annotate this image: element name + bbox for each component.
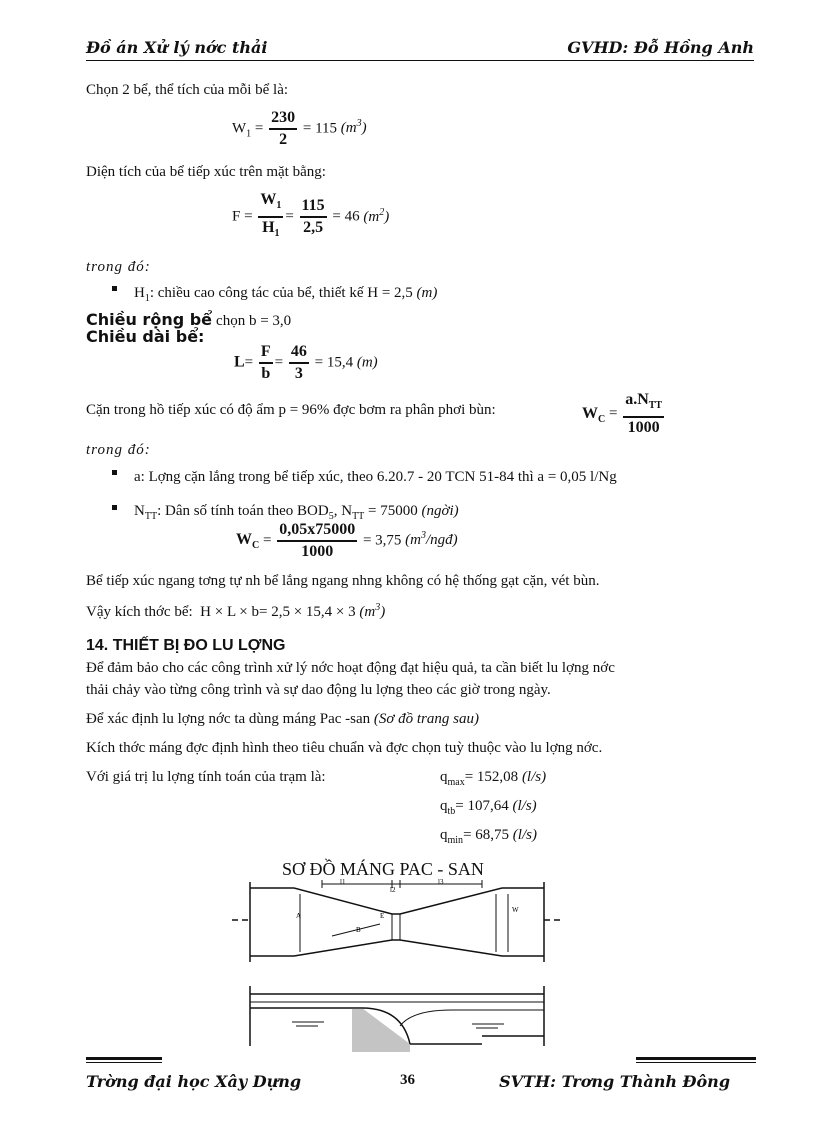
label-l3: l3 xyxy=(438,878,444,886)
equation-f: F = $\frac{W_1}{H_1}$ = $\frac{115}{2,5}$ = 46 $(m^2)$ xyxy=(232,191,390,240)
label-e: E xyxy=(380,912,385,920)
bullet-ntt: $N_{TT}$: Dân số tính toán theo $BOD_5$, $N_{TT} = 75000$ (ngời) xyxy=(134,503,459,522)
bullet-marker xyxy=(112,470,117,475)
q-max: $q_{max}= 152,08$ (l/s) xyxy=(440,769,547,788)
footer-rule-left xyxy=(86,1057,162,1060)
para-kich-thuoc-be: Vậy kích thớc bể: H × L × b= 2,5 × 15,4 × 3 $(m^3)$ xyxy=(86,602,386,620)
parshall-flume-diagram xyxy=(232,874,562,1056)
para-de-dam-bao-1: Để đảm bảo cho các công trình xử lý nớc hoạt động đạt hiệu quả, ta cần biết lu lợng nớc xyxy=(86,660,615,676)
label-b: B xyxy=(356,926,361,934)
para-can-trong-ho: Cặn trong hồ tiếp xúc có độ ẩm p = 96% đợc bơm ra phân phơi bùn: xyxy=(86,402,496,418)
para-kich-thuoc-mang: Kích thớc máng đợc định hình theo tiêu chuẩn và đợc chọn tuỳ thuộc vào lu lợng nớc. xyxy=(86,740,603,756)
trong-do-label-2: trong đó: xyxy=(86,442,151,458)
chieu-rong-line: Chiều rộng bể chọn b = 3,0 xyxy=(86,310,292,329)
header-right: GVHD: Đỗ Hồng Anh xyxy=(567,38,754,57)
para-de-dam-bao-2: thải chảy vào từng công trình và sự dao động lu lợng theo các giờ trong ngày. xyxy=(86,682,551,698)
eq1-unit: $(m^3)$ xyxy=(340,118,367,137)
equation-wc: $W_C$ = $\frac{a.N_{TT}}{1000}$ xyxy=(582,391,663,437)
para-dien-tich: Diện tích của bể tiếp xúc trên mặt bằng: xyxy=(86,164,326,180)
equation-l: L= $\frac{F}{b}$ = $\frac{46}{3}$ = 15,4 (m) xyxy=(234,343,378,382)
q-tb: $q_{tb}= 107,64$ (l/s) xyxy=(440,798,537,817)
bullet-a: a: Lợng cặn lắng trong bể tiếp xúc, theo 6.20.7 - 20 TCN 51-84 thì a = 0,05 l/Ng xyxy=(134,469,617,485)
section-title: 14. THIẾT BỊ ĐO LU LỢNG xyxy=(86,637,286,654)
header-rule xyxy=(86,60,754,61)
header-left: Đồ án Xử lý nớc thải xyxy=(86,38,268,57)
label-w: W xyxy=(512,906,519,914)
label-a: A xyxy=(296,912,302,920)
trong-do-label-1: trong đó: xyxy=(86,259,151,275)
eq1-lhs: W xyxy=(232,120,247,137)
page-number: 36 xyxy=(400,1072,415,1088)
equation-wc-value: $W_C$ = $\frac{0,05x75000}{1000}$ = 3,75 $(m^3/ngđ)$ xyxy=(236,521,458,560)
para-voi-gia-tri: Với giá trị lu lợng tính toán của trạm là: xyxy=(86,769,326,785)
footer-rule-right-thin xyxy=(636,1062,756,1063)
bullet-marker xyxy=(112,286,117,291)
eq1-result: = 115 xyxy=(302,120,338,137)
eq1-den: 2 xyxy=(279,131,288,148)
diagram-title: SƠ ĐỒ MÁNG PAC - SAN xyxy=(282,859,484,879)
bullet-h1: $H_1$: chiều cao công tác của bể, thiết kế H = 2,5 (m) xyxy=(134,285,438,304)
footer-rule-left-thin xyxy=(86,1062,162,1063)
bullet-marker xyxy=(112,505,117,510)
para-chon-2-be: Chọn 2 bể, thể tích của mỗi bể là: xyxy=(86,82,289,98)
eq1-num: 230 xyxy=(269,108,297,130)
eq2-lhs: F = xyxy=(232,208,253,225)
para-be-tiep-xuc: Bể tiếp xúc ngang tơng tự nh bể lắng ngang nhng không có hệ thống gạt cặn, vét bùn. xyxy=(86,573,600,589)
q-min: $q_{min}= 68,75$ (l/s) xyxy=(440,827,537,846)
footer-rule-right xyxy=(636,1057,756,1060)
label-l2: l2 xyxy=(390,886,396,894)
label-l1: l1 xyxy=(340,878,346,886)
footer-left: Trờng đại học Xây Dựng xyxy=(86,1072,302,1091)
para-de-xac-dinh: Để xác định lu lợng nớc ta dùng máng Pac -san (Sơ đồ trang sau) xyxy=(86,711,479,727)
chieu-dai-label: Chiều dài bể: xyxy=(86,327,205,346)
eq1-lhs-sub: 1 xyxy=(246,128,252,140)
equation-w1: $W_1$ = $\frac{230}{2}$ = 115 $(m^3)$ xyxy=(232,109,367,148)
footer-right: SVTH: Trơng Thành Đông xyxy=(499,1072,730,1091)
